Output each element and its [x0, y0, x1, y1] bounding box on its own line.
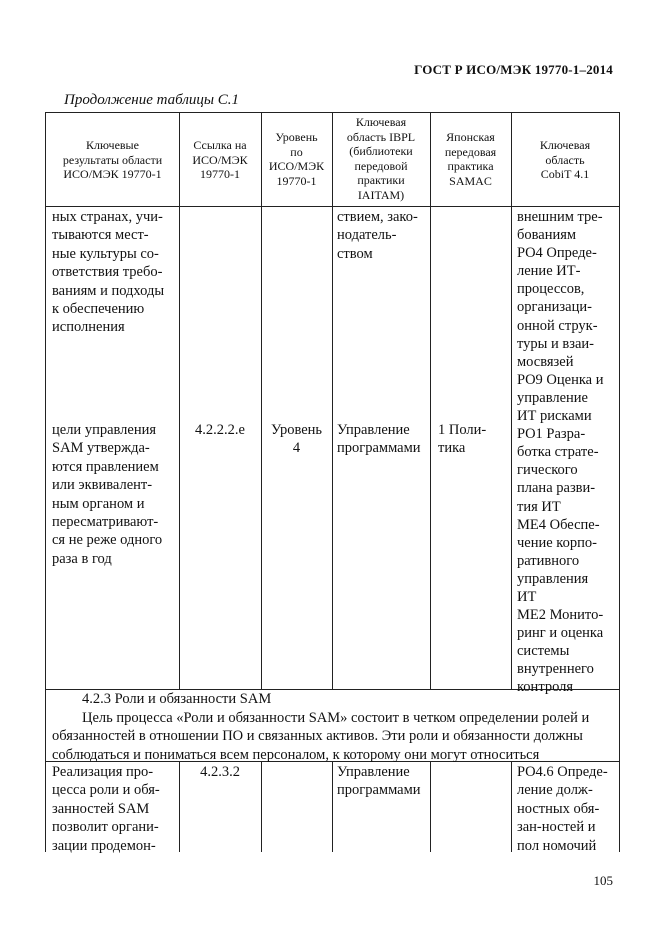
column-header-samac: Японская передовая практика SAMAC: [444, 130, 497, 188]
section-text-line: Цель процесса «Роли и обязанности SAM» состоит в четком определении ролей и: [82, 709, 590, 726]
cobit-line: чение корпо-: [517, 534, 597, 551]
column-header-ibpl: Ключевая область IBPL (библиотеки передовой практики IAITAM): [346, 115, 416, 202]
cobit-line: контроля: [517, 679, 574, 696]
col-divider-5-lower: [511, 761, 512, 852]
table: [45, 112, 620, 852]
cobit-line: тия ИТ: [517, 498, 561, 515]
cobit-line: онной струк-: [517, 317, 598, 334]
cobit-line: управление: [517, 389, 588, 406]
col-divider-4-lower: [430, 761, 431, 852]
cobit-line: внутреннего: [517, 661, 594, 678]
col-divider-5: [511, 112, 512, 689]
cobit-line: ботка страте-: [517, 444, 599, 461]
cobit-line: бованиям: [517, 227, 577, 244]
row1-cobit: [517, 208, 618, 697]
col-divider-2-lower: [261, 761, 262, 852]
cobit-line: организаци-: [517, 299, 592, 316]
cobit-line: системы: [517, 643, 570, 660]
col-divider-1: [179, 112, 180, 689]
row1-reference: 4.2.2.2.e: [195, 422, 245, 438]
section-block: [46, 690, 619, 764]
col-divider-4: [430, 112, 431, 689]
cobit-line: ление ИТ-: [517, 263, 581, 280]
row2-reference: 4.2.3.2: [200, 764, 240, 780]
cobit-line: мосвязей: [517, 353, 574, 370]
row1-ibpl: Управление программами: [337, 422, 421, 457]
cobit-line: ринг и оценка: [517, 625, 604, 642]
cobit-line: PO4 Опреде-: [517, 245, 597, 262]
cobit-line: ИТ рисками: [517, 408, 592, 425]
document-header: ГОСТ Р ИСО/МЭК 19770-1–2014: [414, 62, 613, 77]
column-header-reference: Ссылка на ИСО/МЭК 19770-1: [192, 138, 248, 182]
row1-level: Уровень 4: [270, 422, 323, 457]
cobit-line: управления: [517, 570, 589, 587]
row1-results-goals: цели управления SAM утвержда- ются правлением или эквивалент- ным органом и пересматривают- ся не реже одного раза в год: [52, 422, 163, 567]
cobit-line: туры и взаи-: [517, 335, 594, 352]
cobit-line: ME2 Монито-: [517, 607, 604, 624]
row2-ibpl: Управление программами: [337, 764, 421, 799]
column-header-results: Ключевые результаты области ИСО/МЭК 19770-1: [62, 138, 163, 182]
page-number: 105: [593, 873, 613, 888]
section-heading: 4.2.3 Роли и обязанности SAM: [82, 691, 272, 707]
column-header-level: Уровень по ИСО/МЭК 19770-1: [268, 130, 325, 188]
section-text-line: обязанностей в отношении ПО и связанных активов. Эти роли и обязанности должны: [52, 728, 583, 744]
col-divider-3-lower: [332, 761, 333, 852]
row2-cobit: PO4.6 Опреде- ление долж- ностных обя- зан-ностей и пол номочий: [517, 764, 608, 854]
cobit-line: гического: [517, 462, 578, 479]
row2-results: Реализация про- цесса роли и обя- занностей SAM позволит органи- зации продемон-: [52, 764, 160, 854]
cobit-line: PO1 Разра-: [517, 426, 586, 443]
row1-ibpl-continued: ствием, зако- нодатель- ством: [337, 209, 418, 262]
cobit-line: процессов,: [517, 281, 585, 298]
table-caption: Продолжение таблицы С.1: [64, 92, 240, 108]
cobit-line: ИТ: [517, 588, 537, 605]
cobit-line: внешним тре-: [517, 209, 603, 225]
row1-results-continued: ных странах, учи- тываются мест- ные культуры со- ответствия требо- ваниям и подходы к обеспечению исполнения: [52, 209, 165, 336]
cobit-line: PO9 Оценка и: [517, 371, 604, 388]
column-header-cobit: Ключевая область CobiT 4.1: [539, 138, 591, 182]
cobit-line: ME4 Обеспе-: [517, 516, 600, 533]
section-text-line: соблюдаться и пониматься всем персоналом, к которому они могут относиться: [52, 746, 540, 763]
cobit-line: ративного: [517, 552, 580, 569]
row1-samac: 1 Поли- тика: [438, 422, 487, 457]
col-divider-2: [261, 112, 262, 689]
cobit-line: плана разви-: [517, 480, 596, 497]
